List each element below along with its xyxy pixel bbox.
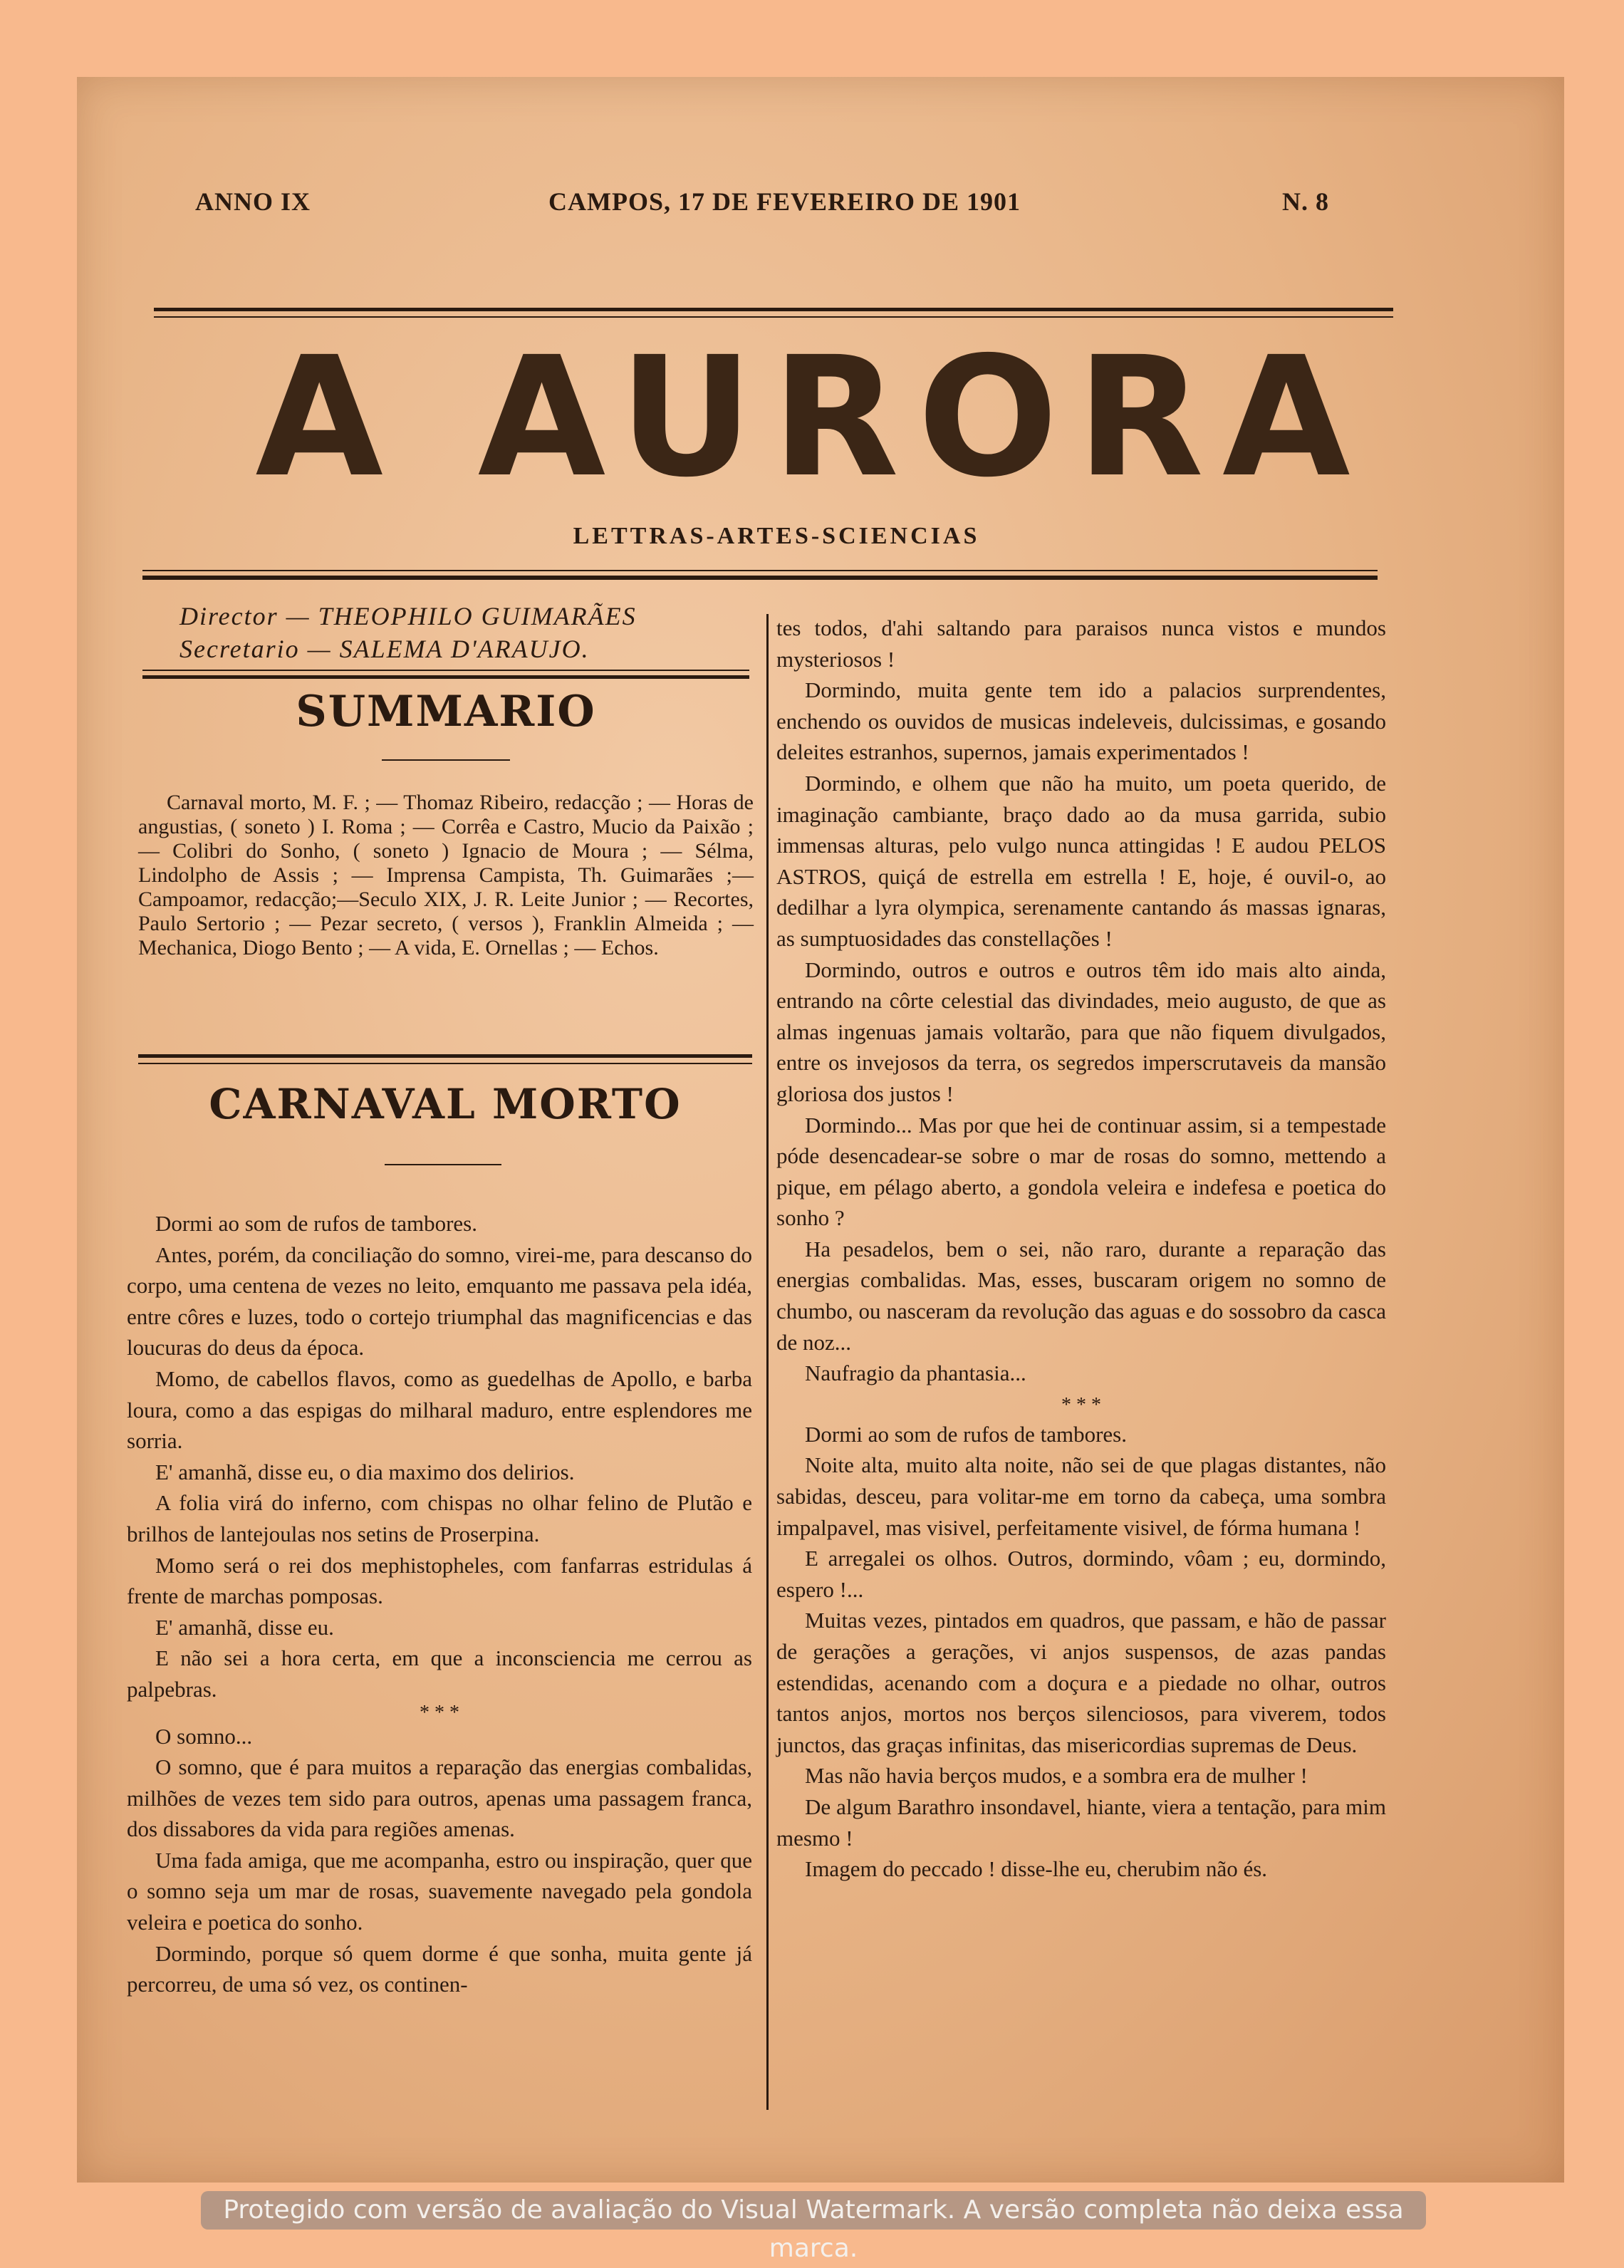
paragraph: Mas não havia berços mudos, e a sombra era de mulher !	[805, 1763, 1308, 1789]
article-left-column	[127, 1208, 752, 2000]
paragraph: De algum Barathro insondavel, hiante, viera a tentação, para mim mesmo !	[776, 1794, 1386, 1851]
paragraph: Imagem do peccado ! disse-lhe eu, cherubim não és.	[805, 1856, 1268, 1882]
paragraph: Dormindo, e olhem que não ha muito, um poeta querido, de imaginação cambiante, braço dado ao da musa garrida, subio immensas alturas, pelo vulgo nunca attingidas ! E audou PELOS ASTROS, quiçá de estrella em estrella ! E, hoje, é ouvil-o, ao dedilhar a lyra olympica, serenamente cantando ás massas ignaras, as sumptuosidades das constellações !	[776, 770, 1386, 951]
masthead-bottom-rule	[142, 576, 1378, 580]
masthead-top-rule-thin	[154, 316, 1393, 318]
paragraph: Uma fada amiga, que me acompanha, estro ou inspiração, quer que o somno seja um mar de rosas, suavemente navegado pela gondola veleira e poetica do sonho.	[127, 1847, 752, 1935]
paragraph: Ha pesadelos, bem o sei, não raro, durante a reparação das energias combalidas. Mas, esses, buscaram origem no somno de chumbo, ou nasceram da revolução das aguas e do sossobro da casca de noz...	[776, 1236, 1386, 1355]
staff-rule-thin	[142, 670, 749, 671]
summary-rule-thin	[138, 1063, 752, 1064]
paragraph: Antes, porém, da conciliação do somno, virei-me, para descanso do corpo, uma centena de vezes no leito, emquanto me passava pela idéa, entre côres e luzes, todo o cortejo triumphal das magnificencias e das loucuras do deus da época.	[127, 1242, 752, 1361]
summary-text: Carnaval morto, M. F. ; — Thomaz Ribeiro, redacção ; — Horas de angustias, ( soneto ) I. Roma ; — Corrêa e Castro, Mucio da Paixão ; — Colibri do Sonho, ( soneto ) Ignacio de Moura ; — Sélma, Lindolpho de Assis ; — Imprensa Campista, Th. Guimarães ;—Campoamor, redacção;—Seculo XIX, J. R. Leite Junior ; — Recortes, Paulo Sertorio ; — Pezar secreto, ( versos ), Franklin Almeida ; — Mechanica, Diogo Bento ; — A vida, E. Ornellas ; — Echos.	[138, 791, 754, 959]
paragraph: Dormindo, muita gente tem ido a palacios surprendentes, enchendo os ouvidos de musicas indeleveis, dulcissimas, e gosando deleites estranhos, supernos, jamais experimentados !	[776, 677, 1386, 765]
staff-box	[179, 600, 749, 665]
paragraph: E' amanhã, disse eu, o dia maximo dos delirios.	[155, 1459, 575, 1484]
paragraph: Dormi ao som de rufos de tambores.	[805, 1421, 1127, 1447]
section-separator: * * *	[1061, 1393, 1101, 1416]
column-divider	[766, 614, 769, 2110]
paragraph: E arregalei os olhos. Outros, dormindo, vôam ; eu, dormindo, espero !...	[776, 1546, 1386, 1602]
paragraph: O somno, que é para muitos a reparação das energias combalidas, milhões de vezes tem sido para outros, apenas uma passagem franca, dos dissabores da vida para regiões amenas.	[127, 1754, 752, 1842]
article-heading: CARNAVAL MORTO	[209, 1080, 682, 1128]
paragraph: Noite alta, muito alta noite, não sei de que plagas distantes, não sabidas, desceu, para volitar-me em torno da cabeça, uma sombra impalpavel, mas visivel, perfeitamente visivel, de fórma humana !	[776, 1452, 1386, 1540]
paragraph: Dormindo... Mas por que hei de continuar assim, si a tempestade póde desencadear-se sobre o mar de rosas do somno, mettendo a pique, em pélago aberto, a gondola veleira e indefesa e poetica do sonho ?	[776, 1112, 1386, 1231]
masthead-top-rule	[154, 308, 1393, 311]
paragraph: Dormindo, outros e outros e outros têm ido mais alto ainda, entrando na côrte celestial das divindades, meio augusto, de que as almas ingenuas jamais voltarão, para que não fiquem divulgados, entre os invejosos da terra, os segredos imperscrutaveis da mansão gloriosa dos justos !	[776, 957, 1386, 1106]
paragraph: Muitas vezes, pintados em quadros, que passam, e hão de passar de gerações a gerações, vi anjos suspensos, de azas pandas estendidas, acenando com a doçura e a piedade no olhar, outros tantos anjos, mortos nos berços silenciosos, para viverem, todos junctos, das graças infinitas, das misericordias supremas de Deus.	[776, 1608, 1386, 1757]
issue-number: N. 8	[1282, 187, 1329, 216]
paragraph: Momo será o rei dos mephistopheles, com fanfarras estridulas á frente de marchas pomposas.	[127, 1552, 752, 1609]
summary-rule	[138, 1054, 752, 1058]
dateline: CAMPOS, 17 DE FEVEREIRO DE 1901	[548, 187, 1021, 216]
paragraph: O somno...	[155, 1723, 253, 1749]
summary-heading-underline	[382, 759, 510, 761]
newspaper-subtitle: LETTRAS-ARTES-SCIENCIAS	[573, 523, 980, 549]
paragraph: Naufragio da phantasia...	[805, 1361, 1026, 1386]
section-separator: * * *	[420, 1701, 459, 1724]
article-heading-underline	[385, 1164, 501, 1165]
newspaper-title: A AURORA	[255, 321, 1369, 514]
masthead-bottom-rule-thin	[142, 570, 1378, 571]
article-right-column	[776, 613, 1386, 1885]
watermark-banner: Protegido com versão de avaliação do Visual Watermark. A versão completa não deixa essa marca.	[201, 2191, 1426, 2230]
secretary-line: Secretario — SALEMA D'ARAUJO.	[179, 635, 590, 663]
volume-label: ANNO IX	[195, 187, 311, 216]
paragraph: Dormindo, porque só quem dorme é que sonha, muita gente já percorreu, de uma só vez, os continen-	[127, 1940, 752, 1997]
paragraph: E não sei a hora certa, em que a inconsciencia me cerrou as palpebras.	[127, 1645, 752, 1702]
paragraph: A folia virá do inferno, com chispas no olhar felino de Plutão e brilhos de lantejoulas nos setins de Proserpina.	[127, 1490, 752, 1546]
paragraph: Dormi ao som de rufos de tambores.	[155, 1211, 477, 1236]
summary-heading: SUMMARIO	[296, 687, 596, 737]
paragraph: Momo, de cabellos flavos, como as guedelhas de Apollo, e barba loura, como a das espigas do milharal maduro, entre esplendores me sorria.	[127, 1366, 752, 1454]
paragraph: E' amanhã, disse eu.	[155, 1614, 334, 1640]
staff-rule	[142, 675, 749, 679]
paragraph: tes todos, d'ahi saltando para paraisos nunca vistos e mundos mysteriosos !	[776, 615, 1386, 672]
director-line: Director — THEOPHILO GUIMARÃES	[179, 602, 637, 630]
